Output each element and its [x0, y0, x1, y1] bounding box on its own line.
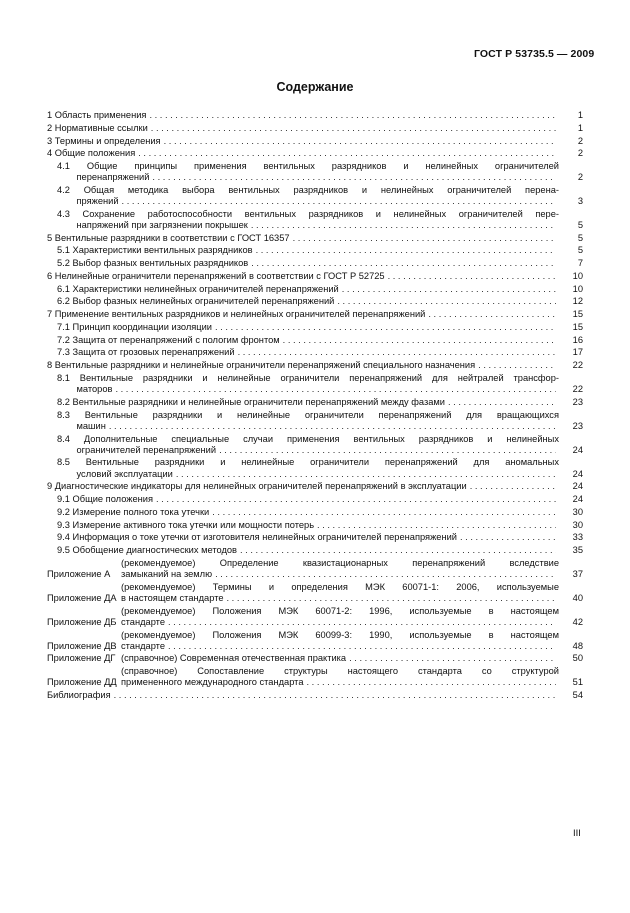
toc-entry-title: 9.3 Измерение активного тока утечки или мощности потерь	[57, 519, 315, 530]
dot-leader	[307, 677, 557, 688]
appendix-continuation: замыканий на землю	[121, 569, 213, 579]
dot-leader	[388, 271, 556, 282]
toc-bibliography[interactable]	[47, 690, 583, 701]
dot-leader	[317, 520, 556, 531]
toc-page-number: 54	[572, 690, 583, 701]
toc-entry-title: 2 Нормативные ссылки	[47, 122, 148, 133]
toc-page-number: 42	[572, 616, 583, 627]
toc-entry-title: 6.1 Характеристики нелинейных ограничителей перенапряжений	[57, 283, 339, 294]
appendix-title: (справочное) Современная отечественная практика	[121, 653, 347, 664]
toc-entry[interactable]	[47, 110, 583, 121]
appendix-title: (рекомендуемое) Термины и определения МЭК 60071-1: 2006, используемые	[121, 581, 559, 592]
toc-entry[interactable]	[47, 360, 583, 371]
dot-leader	[215, 322, 556, 333]
dot-leader	[114, 690, 556, 701]
dot-leader	[448, 397, 556, 408]
toc-page-number: 12	[572, 296, 583, 307]
toc-page-number: 24	[572, 444, 583, 455]
dot-leader	[428, 309, 556, 320]
toc-page-number: 37	[572, 569, 583, 579]
toc-entry-continuation: перенапряжений	[76, 172, 150, 183]
appendix-title: (рекомендуемое) Положения МЭК 60099-3: 1990, используемые в настоящем	[121, 629, 559, 640]
toc-page-number: 40	[572, 592, 583, 603]
page-number: III	[573, 828, 581, 839]
dot-leader	[152, 172, 556, 183]
toc-page-number: 48	[572, 640, 583, 651]
toc-entry-title: 7 Применение вентильных разрядников и нелинейных ограничителей перенапряжений	[47, 309, 426, 320]
toc-entry-continuation: напряжений при загрязнении покрышек	[76, 219, 248, 230]
toc-entry-title: 9.5 Обобщение диагностических методов	[57, 545, 237, 556]
toc-page-number: 23	[572, 420, 583, 431]
toc-entry[interactable]	[47, 434, 583, 456]
toc-page-number: 16	[572, 334, 583, 345]
appendix-key: Приложение А	[47, 569, 111, 579]
toc-appendix[interactable]	[47, 666, 583, 688]
toc-entry-title: 5.1 Характеристики вентильных разрядников	[57, 245, 253, 256]
toc-entry[interactable]	[47, 520, 583, 531]
dot-leader	[168, 641, 556, 652]
toc-entry[interactable]	[47, 233, 583, 244]
toc-entry[interactable]	[47, 161, 583, 183]
toc-entry-continuation: ограничителей перенапряжений	[76, 444, 217, 455]
appendix-title: (рекомендуемое) Определение квазистационарных перенапряжений вследствие	[121, 557, 559, 568]
toc-entry-title: 6.2 Выбор фазных нелинейных ограничителей перенапряжений	[57, 296, 335, 307]
page-title: Содержание	[276, 80, 354, 94]
dot-leader	[337, 296, 556, 307]
toc-page-number: 30	[572, 506, 583, 517]
dot-leader	[138, 148, 556, 159]
toc-entry-title: 9.1 Общие положения	[57, 494, 154, 505]
toc-page-number: 33	[572, 532, 583, 543]
toc-page-number: 2	[577, 172, 583, 183]
dot-leader	[240, 545, 556, 556]
toc-entry[interactable]	[47, 532, 583, 543]
dot-leader	[227, 593, 556, 604]
toc-entry[interactable]	[47, 123, 583, 134]
toc-entry-title: 9.4 Информация о токе утечки от изготовителя нелинейных ограничителей перенапряжений	[57, 532, 458, 543]
toc-entry-title: 8.5 Вентильные разрядники и нелинейные ограничители перенапряжений для аномальных	[57, 457, 559, 468]
toc-page-number: 3	[577, 196, 583, 207]
toc-entry[interactable]	[47, 271, 583, 282]
toc-page-number: 5	[577, 219, 583, 230]
toc-appendix[interactable]	[47, 653, 583, 664]
toc-entry-title: 3 Термины и определения	[47, 135, 161, 146]
dot-leader	[156, 494, 556, 505]
appendix-key: Приложение ДД	[47, 677, 117, 688]
toc-page-number: 1	[577, 110, 583, 120]
dot-leader	[151, 123, 556, 134]
toc-page-number: 2	[577, 148, 583, 159]
dot-leader	[109, 421, 556, 432]
appendix-key: Приложение ДБ	[47, 616, 117, 627]
toc-appendix[interactable]	[47, 606, 583, 628]
toc-entry-title: 9.2 Измерение полного тока утечки	[57, 506, 210, 517]
dot-leader	[122, 196, 556, 207]
dot-leader	[176, 469, 556, 480]
toc-appendix[interactable]	[47, 630, 583, 652]
toc-page-number: 24	[572, 494, 583, 505]
appendix-key: Приложение ДА	[47, 592, 117, 603]
appendix-continuation: в настоящем стандарте	[121, 592, 224, 603]
document-code: ГОСТ Р 53735.5 — 2009	[474, 48, 595, 60]
toc-entry[interactable]	[47, 309, 583, 320]
toc-entry[interactable]	[47, 296, 583, 307]
toc-page-number: 24	[572, 481, 583, 492]
toc-entry-title: 4.2 Общая методика выбора вентильных разрядников и нелинейных ограничителей перена-	[57, 184, 559, 195]
toc-page-number: 24	[572, 468, 583, 479]
toc-page-number: 30	[572, 519, 583, 530]
dot-leader	[251, 220, 556, 231]
toc-entry-title: 7.2 Защита от перенапряжений с пологим фронтом	[57, 334, 280, 345]
toc-page-number: 7	[577, 258, 583, 269]
appendix-title: (рекомендуемое) Положения МЭК 60071-2: 1996, используемые в настоящем	[121, 605, 559, 616]
toc-page-number: 1	[577, 122, 583, 133]
toc-entry-title: 1 Область применения	[47, 110, 147, 120]
dot-leader	[115, 384, 556, 395]
toc-entry-continuation: пряжений	[76, 196, 119, 207]
toc-entry-title: 4.3 Сохранение работоспособности вентильных разрядников и нелинейных ограничителей пере-	[57, 208, 559, 219]
toc-page-number: 10	[572, 283, 583, 294]
appendix-title: (справочное) Сопоставление структуры настоящего стандарта со структурой	[121, 666, 559, 677]
dot-leader	[460, 532, 556, 543]
toc-entry[interactable]	[47, 481, 583, 492]
toc-page-number: 10	[572, 270, 583, 281]
toc-entry[interactable]	[47, 258, 583, 269]
dot-leader	[342, 284, 556, 295]
toc-page-number: 17	[572, 347, 583, 358]
toc-entry-continuation: маторов	[76, 384, 113, 395]
dot-leader	[283, 335, 556, 346]
toc-entry-continuation: условий эксплуатации	[76, 468, 173, 479]
toc-page-number: 51	[572, 677, 583, 688]
dot-leader	[349, 653, 556, 664]
toc-entry-title: 8.3 Вентильные разрядники и нелинейные ограничители перенапряжений для вращающихся	[57, 409, 559, 420]
dot-leader	[164, 136, 556, 147]
dot-leader	[238, 347, 556, 358]
toc-entry[interactable]	[47, 245, 583, 256]
toc-entry[interactable]	[47, 397, 583, 408]
toc-page-number: 50	[572, 653, 583, 664]
toc-entry-title: 5.2 Выбор фазных вентильных разрядников	[57, 258, 249, 269]
toc-entry-title: 8 Вентильные разрядники и нелинейные ограничители перенапряжений специального назначения	[47, 360, 476, 371]
toc-entry[interactable]	[47, 410, 583, 432]
dot-leader	[219, 445, 556, 456]
appendix-key: Приложение ДВ	[47, 640, 117, 651]
dot-leader	[470, 481, 556, 492]
toc-page-number: 15	[572, 309, 583, 320]
toc-appendix[interactable]	[47, 582, 583, 604]
toc-entry-title: 8.1 Вентильные разрядники и нелинейные ограничители перенапряжений для нейтралей трансфор-	[57, 372, 559, 383]
toc-entry-title: 4 Общие положения	[47, 148, 136, 159]
toc-entry[interactable]	[47, 148, 583, 159]
toc-page-number: 35	[572, 545, 583, 556]
toc-entry-title: 5 Вентильные разрядники в соответствии с ГОСТ 16357	[47, 232, 290, 243]
bibliography-title: Библиография	[47, 690, 111, 701]
toc-page-number: 22	[572, 360, 583, 371]
appendix-key: Приложение ДГ	[47, 653, 116, 664]
toc-entry-title: 8.2 Вентильные разрядники и нелинейные ограничители перенапряжений между фазами	[57, 396, 445, 407]
toc-entry[interactable]	[47, 322, 583, 333]
appendix-continuation: стандарте	[121, 640, 165, 651]
toc-page-number: 22	[572, 384, 583, 395]
toc-entry-title: 9 Диагностические индикаторы для нелинейных ограничителей перенапряжений в эксплуатации	[47, 481, 467, 492]
toc-entry-title: 7.3 Защита от грозовых перенапряжений	[57, 347, 235, 358]
toc-entry[interactable]	[47, 545, 583, 556]
dot-leader	[168, 617, 556, 628]
appendix-continuation: стандарте	[121, 616, 165, 627]
toc-page-number: 15	[572, 321, 583, 332]
toc-entry-title: 6 Нелинейные ограничители перенапряжений в соответствии с ГОСТ Р 52725	[47, 270, 385, 281]
dot-leader	[256, 245, 556, 256]
toc-entry[interactable]	[47, 284, 583, 295]
toc-entry-title: 4.1 Общие принципы применения вентильных разрядников и нелинейных ограничителей	[57, 161, 559, 171]
toc-entry[interactable]	[47, 335, 583, 346]
table-of-contents	[47, 110, 583, 703]
toc-entry[interactable]	[47, 494, 583, 505]
toc-page-number: 5	[577, 232, 583, 243]
toc-entry[interactable]	[47, 457, 583, 479]
toc-entry-title: 7.1 Принцип координации изоляции	[57, 321, 212, 332]
toc-page-number: 23	[572, 396, 583, 407]
toc-entry[interactable]	[47, 185, 583, 207]
dot-leader	[251, 258, 556, 269]
toc-entry[interactable]	[47, 507, 583, 518]
dot-leader	[149, 110, 556, 121]
dot-leader	[478, 360, 556, 371]
toc-entry-title: 8.4 Дополнительные специальные случаи применения вентильных разрядников и нелинейных	[57, 433, 559, 444]
toc-entry[interactable]	[47, 373, 583, 395]
appendix-continuation: примененного международного стандарта	[121, 677, 304, 688]
toc-entry-continuation: машин	[76, 420, 106, 431]
toc-entry[interactable]	[47, 347, 583, 358]
toc-appendix[interactable]	[47, 558, 583, 580]
toc-page-number: 2	[577, 135, 583, 146]
toc-page-number: 5	[577, 245, 583, 256]
toc-entry[interactable]	[47, 209, 583, 231]
dot-leader	[212, 507, 556, 518]
toc-entry[interactable]	[47, 136, 583, 147]
dot-leader	[215, 569, 556, 580]
dot-leader	[293, 233, 556, 244]
